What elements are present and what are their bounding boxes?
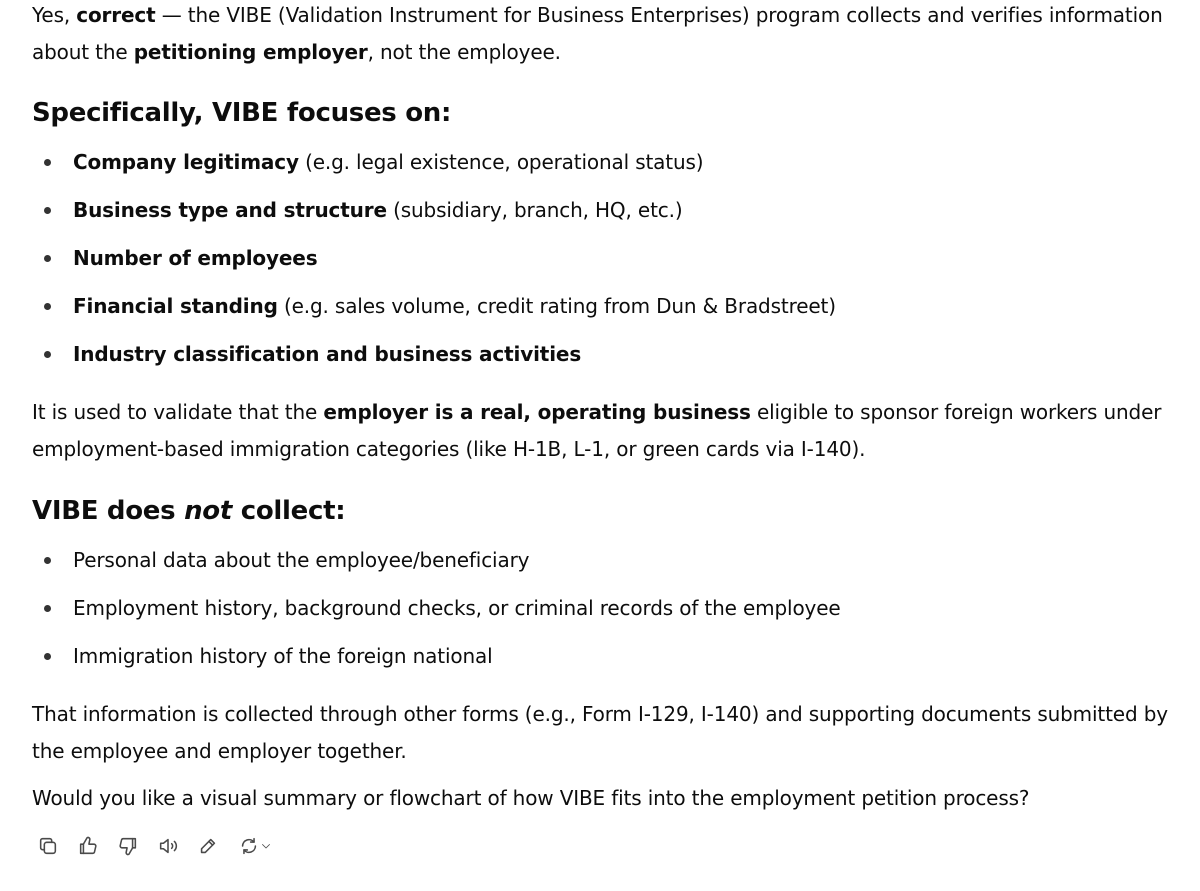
bullet [44, 605, 51, 612]
bullet [44, 351, 51, 358]
bullet [44, 255, 51, 262]
list-item: Personal data about the employee/beneficiary [32, 545, 1132, 593]
focus-list [32, 147, 1132, 387]
bullet [44, 159, 51, 166]
list-item: Business type and structure (subsidiary, branch, HQ, etc.) [32, 195, 1132, 243]
copy-icon [37, 835, 59, 857]
list-item: Industry classification and business activities [32, 339, 1132, 387]
bullet [44, 207, 51, 214]
good-response-button[interactable] [72, 832, 104, 860]
purpose-paragraph: It is used to validate that the employer is a real, operating business eligible to sponsor foreign workers under employment-based immigration categories (like H-1B, L-1, or green cards via I-140). [32, 400, 1162, 461]
edit-icon [197, 835, 219, 857]
list-item: Company legitimacy (e.g. legal existence, operational status) [32, 147, 1132, 195]
chevron-down-icon [260, 840, 272, 852]
bad-response-button[interactable] [112, 832, 144, 860]
regenerate-icon [238, 835, 260, 857]
not-collect-heading: VIBE does not collect: [32, 496, 346, 526]
read-aloud-button[interactable] [152, 832, 184, 860]
list-item: Number of employees [32, 243, 1132, 291]
focus-heading: Specifically, VIBE focuses on: [32, 98, 452, 128]
list-item: Employment history, background checks, or criminal records of the employee [32, 593, 1132, 641]
other-forms-paragraph: That information is collected through other forms (e.g., Form I-129, I-140) and supporting documents submitted by the employee and employer together. [32, 702, 1168, 763]
bullet [44, 653, 51, 660]
list-item: Immigration history of the foreign national [32, 641, 1132, 689]
intro-paragraph: Yes, correct — the VIBE (Validation Instrument for Business Enterprises) program collects and verifies information about the petitioning employer, not the employee. [32, 3, 1163, 64]
thumbs-down-icon [117, 835, 139, 857]
thumbs-up-icon [77, 835, 99, 857]
copy-button[interactable] [32, 832, 64, 860]
message-actions-toolbar [32, 832, 278, 860]
list-item: Financial standing (e.g. sales volume, credit rating from Dun & Bradstreet) [32, 291, 1132, 339]
not-collect-list [32, 545, 1132, 689]
edit-button[interactable] [192, 832, 224, 860]
bullet [44, 303, 51, 310]
followup-question: Would you like a visual summary or flowchart of how VIBE fits into the employment petition process? [32, 786, 1030, 810]
bullet [44, 557, 51, 564]
read-aloud-icon [157, 835, 179, 857]
regenerate-button[interactable] [232, 832, 278, 860]
